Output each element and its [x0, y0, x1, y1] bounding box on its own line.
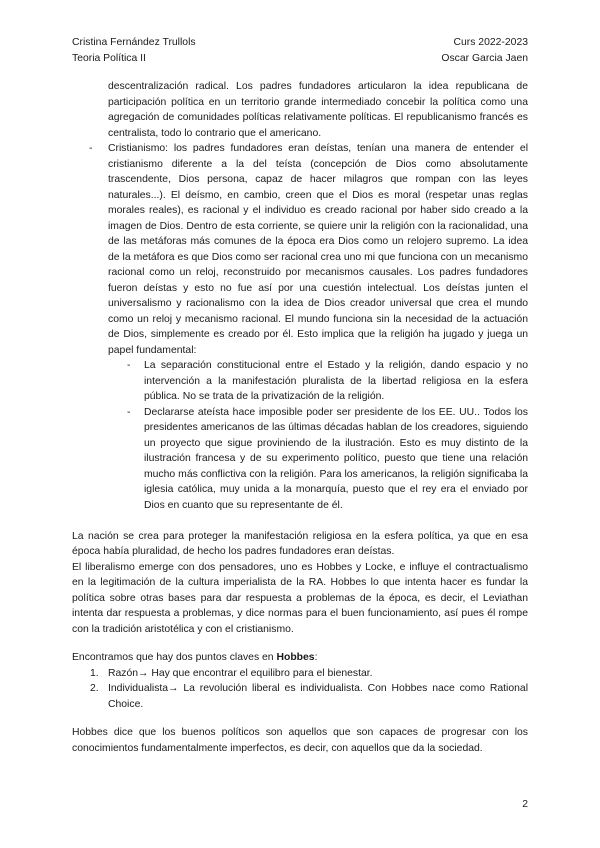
- numbered-item-text: Individualista→ La revolución liberal es individualista. Con Hobbes nace como Rational Choice.: [108, 683, 528, 710]
- numbered-item-text: Razón→ Hay que encontrar el equilibro para el bienestar.: [108, 667, 373, 679]
- hobbes-intro: [72, 650, 528, 666]
- sub-item-text: Declararse ateísta hace imposible poder ser presidente de los EE. UU.. Todos los presidentes americanos de las últimas décadas hablan de los creadores, siguiendo un proyecto que sigue proviniendo de la ilustración. Esto es muy distinto de la ilustración francesa y de su experimento político, puesto que tiene una relación mucho más conflictiva con la religión. Para los americanos, la religión significaba la iglesia católica, muy unida a la monarquía, puesto que el rey era el enviado por Dios en cuanto que su representante de él.: [144, 406, 528, 511]
- spacer: [72, 637, 528, 650]
- numbered-item: [72, 681, 528, 712]
- continuation-paragraph: descentralización radical. Los padres fundadores articularon la idea republicana de participación política en un territorio grande intermediado concebir la política como una agregación de comunidades políticas relativamente políticas. El republicanismo francés es centralista, todo lo contrario que el americano.: [108, 81, 528, 139]
- professor-name: Oscar Garcia Jaen: [441, 52, 528, 64]
- academic-year: Curs 2022-2023: [453, 37, 528, 48]
- nacion-paragraph: La nación se crea para proteger la manifestación religiosa en la esfera política, ya que en esa época había pluralidad, de hecho los padres fundadores eran deístas.: [72, 530, 528, 557]
- spacer: [72, 513, 528, 529]
- sub-list-item: [72, 358, 528, 405]
- sub-item-text: La separación constitucional entre el Estado y la religión, dando espacio y no intervención a la manifestación pluralista de la libertad religiosa en la esfera pública. No se trata de la privatización de la religión.: [144, 360, 528, 402]
- header-left: [72, 35, 196, 66]
- liberalismo-paragraph: El liberalismo emerge con dos pensadores, uno es Hobbes y Locke, e influye el contractualismo en la legitimación de la cultura imperialista de la RA. Hobbes lo que intenta hacer es fundar la política sobre otras bases para dar respuesta a problemas de la época, es decir, el Leviathan intenta dar respuesta a problemas, y dice normas para el buen funcionamiento, así pues él rompe con la tradición aristotélica y con el cristianismo.: [72, 561, 528, 635]
- spacer: [72, 712, 528, 725]
- cristianismo-text: Cristianismo: los padres fundadores eran deístas, tenían una manera de entender el cristianismo diferente a la del teísta (concepción de Dios como absolutamente trascendente, Dios persona, capaz de hacer milagros que rompan con las leyes naturales...). El deísmo, en cambio, creen que el Dios es moral (respetar unas reglas morales reales), es racional y el individuo es creado racional por haber sido creado a la imagen de Dios. Dentro de esta corriente, se quiere unir la religión con la racionalidad, una de las metáforas más comunes de la época era Dios como un relojero supremo. La idea de la metáfora es que Dios como ser racional crea uno mi que funciona con un mecanismo racional como un reloj, reconstruido por mecanismos causales. Los padres fundadores fueron deístas y esto no fue así por una cuestión intelectual. Los deístas junten el universalismo y racionalismo con la idea de Dios creador universal que crea el mundo como un reloj y mecanismo racional. El mundo funciona sin la necesidad de la actuación de Dios, simplemente es creado por él. Esto implica que la religión ha jugado y juega un papel fundamental:: [108, 143, 528, 356]
- list-item-cristianismo: [72, 141, 528, 358]
- numbered-item: [72, 666, 528, 682]
- list-number: 2.: [90, 683, 99, 694]
- hobbes-intro-text: Encontramos que hay dos puntos claves en: [72, 652, 277, 663]
- list-number: 1.: [90, 667, 99, 679]
- sub-list-item: [72, 405, 528, 514]
- dash-bullet: -: [127, 360, 131, 371]
- header-right: [441, 35, 528, 66]
- course-name: Teoria Política II: [72, 52, 146, 64]
- author-name: Cristina Fernández Trullols: [72, 37, 196, 48]
- conclusion-paragraph: Hobbes dice que los buenos políticos son aquellos que son capaces de progresar con los conocimientos fundamentalmente imperfectos, es decir, con aquellos que da la sociedad.: [72, 727, 528, 754]
- dash-bullet: -: [89, 143, 93, 154]
- page-body: [72, 79, 528, 756]
- hobbes-intro-colon: :: [314, 652, 318, 663]
- hobbes-name: Hobbes: [276, 652, 315, 663]
- page-number: 2: [522, 799, 528, 810]
- dash-bullet: -: [127, 406, 131, 418]
